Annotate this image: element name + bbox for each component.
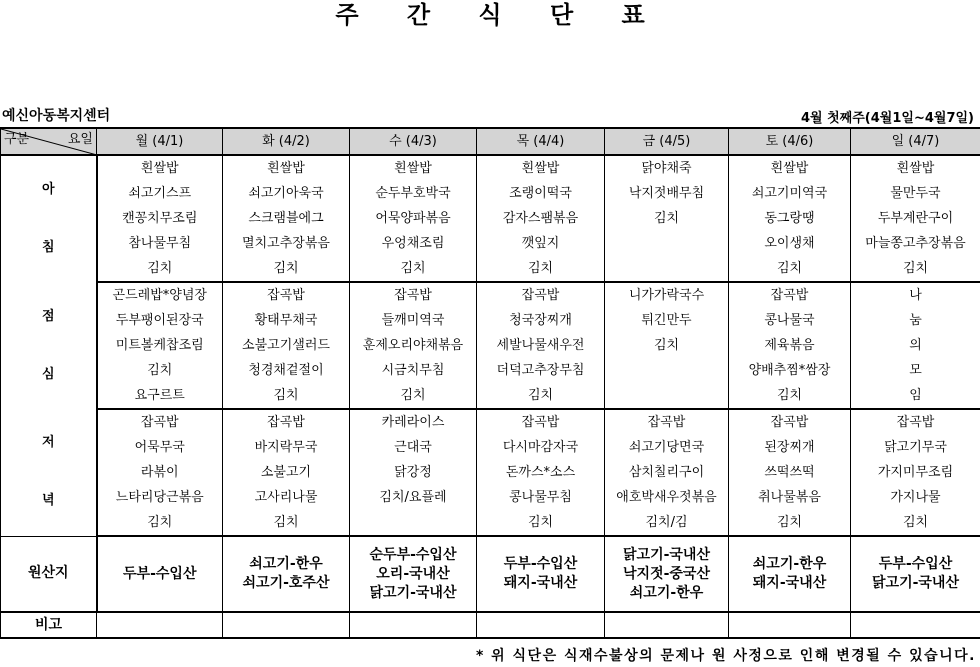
menu-item: 흰쌀밥 [851,155,980,181]
menu-item: 김치 [350,256,477,282]
menu-item: 청국장찌개 [477,308,605,333]
menu-item: 잡곡밥 [350,282,477,308]
menu-item: 바지락무국 [223,435,350,460]
menu-item: 감자스팸볶음 [477,206,605,231]
menu-item: 된장찌개 [729,435,851,460]
menu-item: 황태무채국 [223,308,350,333]
day-header: 목 (4/4) [477,128,605,155]
menu-item: 잡곡밥 [477,409,605,435]
lunch-row [1,383,980,409]
origin-line: 쇠고기-한우 [249,556,323,572]
menu-item: 들깨미역국 [350,308,477,333]
menu-item: 참나물무침 [97,231,223,256]
menu-item: 튀긴만두 [605,308,729,333]
day-header: 월 (4/1) [97,128,223,155]
menu-item: 김치/요플레 [350,485,477,510]
origin-cell [350,536,477,612]
menu-item: 흰쌀밥 [729,155,851,181]
breakfast-row [1,206,980,231]
origin-line: 두부-수입산 [123,565,197,582]
menu-item: 김치/김 [605,510,729,536]
menu-item: 물만두국 [851,181,980,206]
origin-line: 오리-국내산 [376,565,450,582]
note-cell [605,612,729,638]
origin-cell [729,536,851,612]
menu-item: 소불고기샐러드 [223,333,350,358]
menu-item: 쓰떡쓰떡 [729,460,851,485]
menu-item: 김치 [97,256,223,282]
menu-item: 의 [851,333,980,358]
menu-item: 청경채겉절이 [223,358,350,383]
menu-item: 닭야채죽 [605,155,729,181]
menu-item: 눔 [851,308,980,333]
menu-item: 양배추찜*쌈장 [729,358,851,383]
menu-item: 김치 [729,256,851,282]
day-header: 토 (4/6) [729,128,851,155]
menu-item: 취나물볶음 [729,485,851,510]
menu-item: 오이생채 [729,231,851,256]
lunch-row [1,282,980,308]
lunch-label [1,282,97,409]
day-header: 화 (4/2) [223,128,350,155]
menu-item: 김치 [350,383,477,409]
menu-item: 김치 [223,383,350,409]
menu-item: 잡곡밥 [729,409,851,435]
menu-item: 곤드레밥*양념장 [97,282,223,308]
menu-item: 삼치칠리구이 [605,460,729,485]
menu-item: 김치 [729,383,851,409]
menu-item: 김치 [477,256,605,282]
menu-item: 김치 [223,256,350,282]
menu-item: 콩나물국 [729,308,851,333]
menu-item: 돈까스*소스 [477,460,605,485]
menu-item: 미트볼케찹조림 [97,333,223,358]
origin-line: 낙지젓-중국산 [623,565,710,582]
breakfast-row [1,256,980,282]
origin-line: 닭고기-국내산 [872,575,959,591]
menu-item: 쇠고기스프 [97,181,223,206]
menu-item: 흰쌀밥 [223,155,350,181]
menu-item: 요구르트 [97,383,223,409]
corner-cell [1,128,97,155]
menu-item: 두부팽이된장국 [97,308,223,333]
menu-item: 어묵양파볶음 [350,206,477,231]
menu-item: 콩나물무침 [477,485,605,510]
note-cell [851,612,980,638]
origin-line: 두부-수입산 [503,556,578,572]
menu-item: 다시마감자국 [477,435,605,460]
menu-item: 동그랑땡 [729,206,851,231]
footnote: * 위 식단은 식재수불상의 문제나 원 사정으로 인해 변경될 수 있습니다. [475,648,976,664]
menu-item: 가지미무조림 [851,460,980,485]
origin-cell [605,536,729,612]
note-cell [477,612,605,638]
menu-item [605,231,729,256]
origin-cell [851,536,980,612]
menu-item: 멸치고추장볶음 [223,231,350,256]
origin-row [1,536,980,612]
breakfast-row [1,231,980,256]
menu-item: 시금치무침 [350,358,477,383]
menu-item: 김치 [223,510,350,536]
menu-item: 김치 [851,256,980,282]
dinner-row [1,409,980,435]
lunch-row [1,358,980,383]
menu-item: 훈제오리야채볶음 [350,333,477,358]
menu-item: 근대국 [350,435,477,460]
note-label: 비고 [1,612,97,638]
menu-item: 흰쌀밥 [477,155,605,181]
breakfast-row [1,155,980,181]
menu-item: 마늘쫑고추장볶음 [851,231,980,256]
menu-item: 우엉채조림 [350,231,477,256]
origin-cell [477,536,605,612]
menu-item: 캔꽁치무조림 [97,206,223,231]
dinner-label [1,409,97,536]
menu-item: 잡곡밥 [851,409,980,435]
menu-item: 김치 [477,383,605,409]
note-cell [223,612,350,638]
menu-item: 세발나물새우전 [477,333,605,358]
menu-item: 더덕고추장무침 [477,358,605,383]
menu-item [350,510,477,536]
menu-item: 잡곡밥 [97,409,223,435]
page-title: 주 간 식 단 표 [335,1,665,29]
origin-cell [223,536,350,612]
day-header: 금 (4/5) [605,128,729,155]
origin-line: 돼지-국내산 [752,575,827,591]
menu-item: 닭고기무국 [851,435,980,460]
breakfast-label-top: 아 [41,182,55,197]
menu-item: 니가가락국수 [605,282,729,308]
menu-item: 김치 [605,333,729,358]
menu-item: 스크램블에그 [223,206,350,231]
menu-item: 두부계란구이 [851,206,980,231]
header-row [1,128,980,155]
weekly-menu-table [0,127,980,639]
dinner-row [1,460,980,485]
menu-item: 깻잎지 [477,231,605,256]
corner-left-label: 구분 [4,132,30,147]
menu-item: 잡곡밥 [605,409,729,435]
lunch-label-top: 점 [41,308,55,324]
menu-item: 임 [851,383,980,409]
origin-line: 닭고기-국내산 [369,584,457,601]
menu-item: 나 [851,282,980,308]
menu-item: 애호박새우젓볶음 [605,485,729,510]
note-cell [97,612,223,638]
breakfast-label-bottom: 침 [41,240,55,255]
day-header: 일 (4/7) [851,128,980,155]
menu-item: 쇠고기아욱국 [223,181,350,206]
menu-item: 흰쌀밥 [350,155,477,181]
origin-line: 돼지-국내산 [503,575,578,591]
menu-item: 김치 [97,358,223,383]
menu-item: 라볶이 [97,460,223,485]
origin-line: 두부-수입산 [878,556,953,572]
breakfast-row [1,181,980,206]
lunch-row [1,308,980,333]
menu-item: 잡곡밥 [477,282,605,308]
menu-item [605,256,729,282]
menu-item: 카레라이스 [350,409,477,435]
origin-label: 원산지 [1,536,97,612]
menu-item: 느타리당근볶음 [97,485,223,510]
menu-item: 잡곡밥 [729,282,851,308]
center-name: 예신아동복지센터 [2,108,111,124]
origin-line: 쇠고기-호주산 [242,575,330,591]
menu-item: 낙지젓배무침 [605,181,729,206]
menu-item: 모 [851,358,980,383]
dinner-label-bottom: 녁 [41,493,55,509]
note-cell [350,612,477,638]
menu-item: 김치 [605,206,729,231]
corner-right-label: 요일 [67,132,93,147]
note-cell [729,612,851,638]
menu-item: 조랭이떡국 [477,181,605,206]
menu-item: 닭강정 [350,460,477,485]
menu-item: 쇠고기미역국 [729,181,851,206]
lunch-row [1,333,980,358]
day-header: 수 (4/3) [350,128,477,155]
menu-item [605,383,729,409]
dinner-label-top: 저 [41,435,55,451]
menu-item: 어묵무국 [97,435,223,460]
menu-item: 고사리나물 [223,485,350,510]
week-label: 4월 첫째주(4월1일~4월7일) [801,111,974,126]
menu-item: 쇠고기당면국 [605,435,729,460]
dinner-row [1,510,980,536]
note-row [1,612,980,638]
menu-item: 김치 [729,510,851,536]
menu-item [605,358,729,383]
menu-item: 소불고기 [223,460,350,485]
menu-item: 잡곡밥 [223,409,350,435]
origin-line: 쇠고기-한우 [629,584,704,601]
origin-line: 쇠고기-한우 [752,556,827,572]
menu-item: 가지나물 [851,485,980,510]
menu-item: 잡곡밥 [223,282,350,308]
dinner-row [1,485,980,510]
origin-line: 닭고기-국내산 [623,546,710,563]
origin-line: 순두부-수입산 [369,546,457,563]
menu-item: 김치 [851,510,980,536]
breakfast-label [1,155,97,282]
menu-item: 김치 [477,510,605,536]
menu-item: 순두부호박국 [350,181,477,206]
dinner-row [1,435,980,460]
origin-cell [97,536,223,612]
menu-item: 김치 [97,510,223,536]
lunch-label-bottom: 심 [41,366,55,382]
menu-item: 흰쌀밥 [97,155,223,181]
menu-item: 제육볶음 [729,333,851,358]
